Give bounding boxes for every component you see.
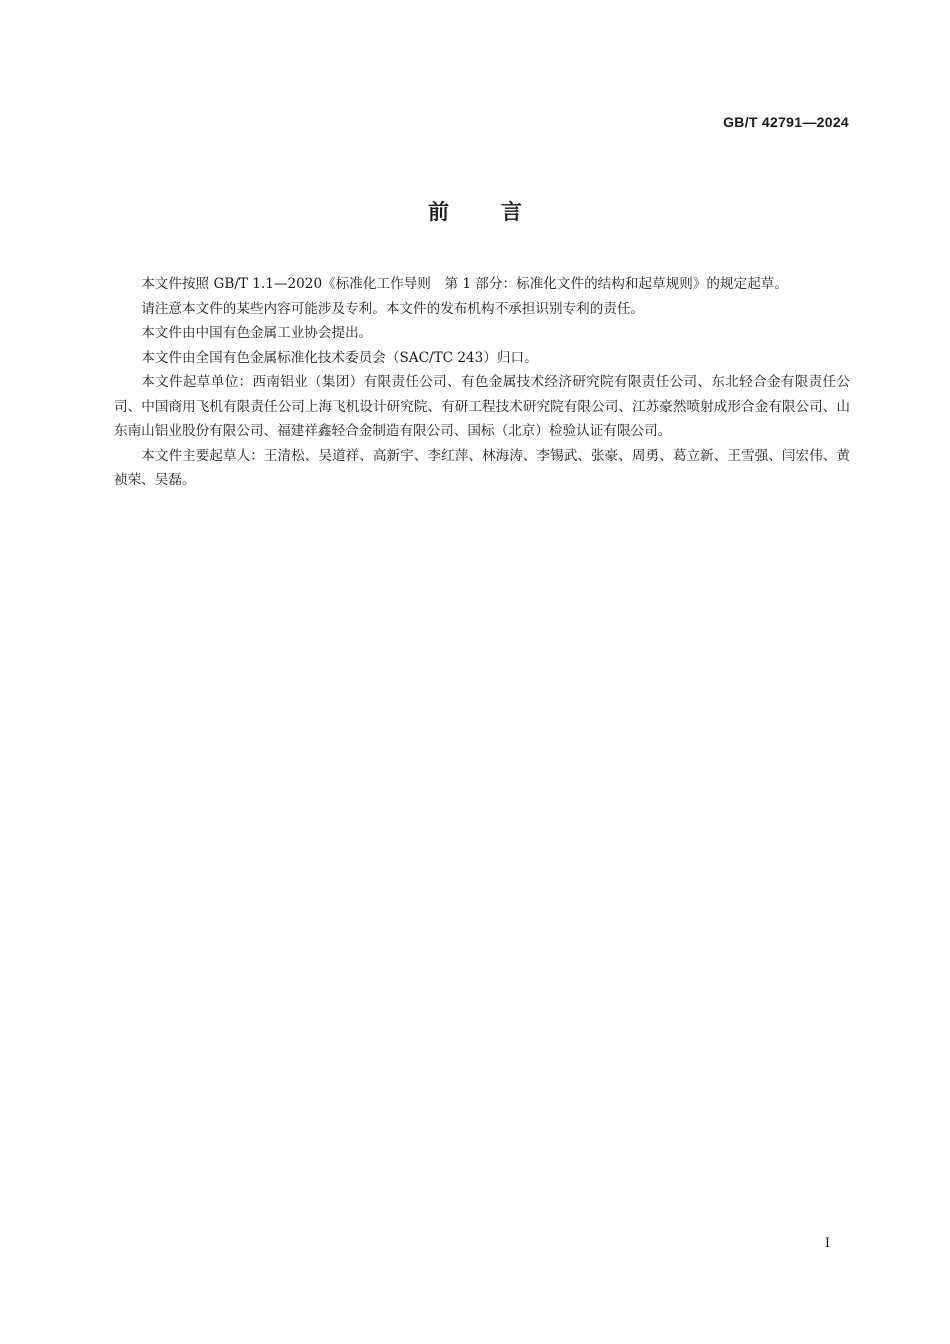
paragraph-proposer: 本文件由中国有色金属工业协会提出。 [141,325,373,341]
page-title: 前言 [428,200,574,224]
standard-number: GB/T 42791—2024 [723,114,849,130]
page-number: I [824,1236,830,1251]
foreword-body [114,272,850,493]
paragraph-drafters: 本文件主要起草人：王清松、吴道祥、高新宇、李红萍、林海涛、李锡武、张豪、周勇、葛立新、王雪强、闫宏伟、黄祯荣、吴磊。 [114,447,850,488]
paragraph-technical-committee: 本文件由全国有色金属标准化技术委员会（SAC/TC 243）归口。 [141,349,538,366]
paragraph-patent-notice: 请注意本文件的某些内容可能涉及专利。本文件的发布机构不承担识别专利的责任。 [141,300,645,317]
paragraph-drafting-rules: 本文件按照 GB/T 1.1—2020《标准化工作导则 第 1 部分：标准化文件的结构和起草规则》的规定起草。 [141,276,788,292]
paragraph-drafting-units: 本文件起草单位：西南铝业（集团）有限责任公司、有色金属技术经济研究院有限责任公司、东北轻合金有限责任公司、中国商用飞机有限责任公司上海飞机设计研究院、有研工程技术研究院有限公司、江苏豪然喷射成形合金有限公司、山东南山铝业股份有限公司、福建祥鑫轻合金制造有限公司、国标（北京）检验认证有限公司。 [114,374,850,439]
